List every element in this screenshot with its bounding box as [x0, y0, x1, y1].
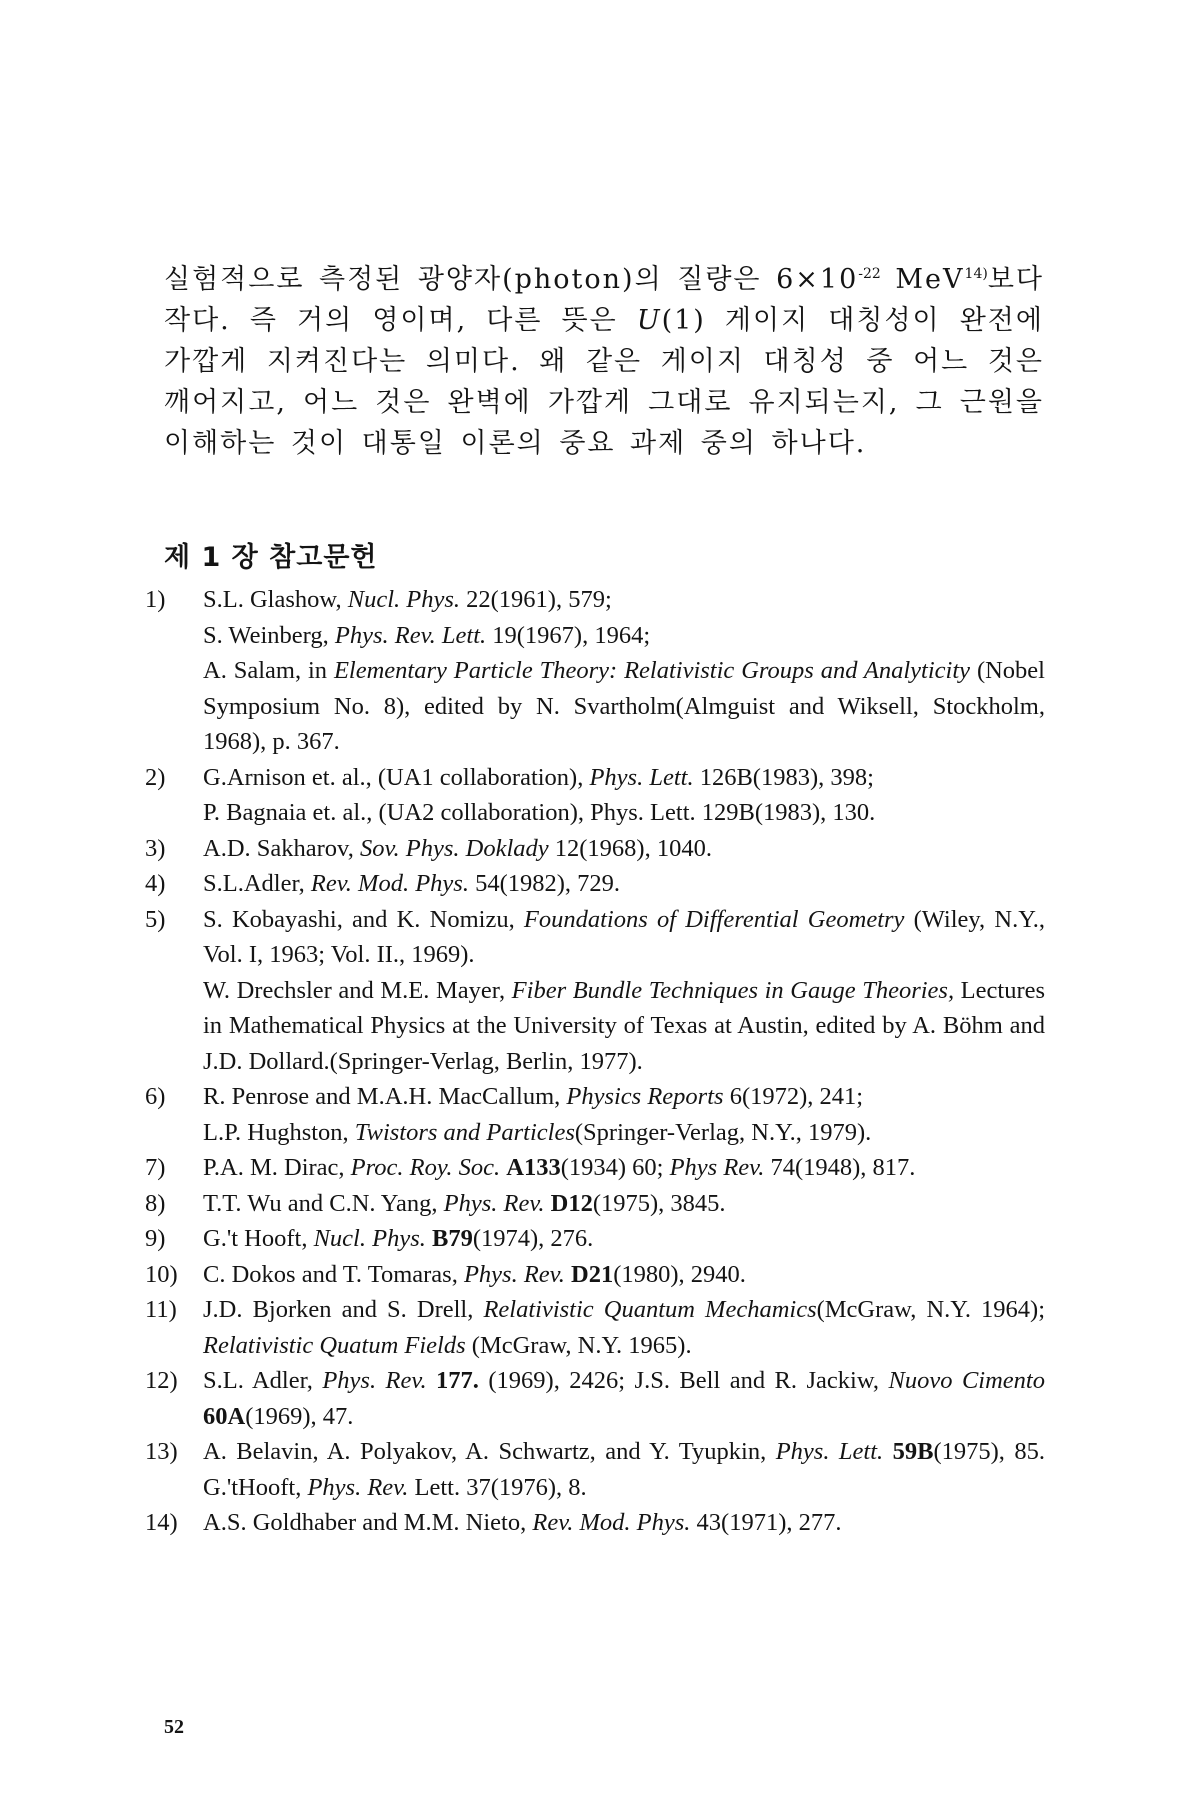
- citation-text: (1969), 2426; J.S. Bell and R. Jackiw,: [478, 1367, 889, 1394]
- page-number: 52: [164, 1716, 184, 1738]
- citation-text: P. Bagnaia et. al., (UA2 collaboration), Phys. Lett. 129B(1983), 130.: [203, 799, 876, 826]
- citation-text: 22(1961), 579;: [460, 586, 612, 613]
- reference-number: 12): [145, 1367, 178, 1394]
- citation-text: S.L.Adler,: [203, 870, 311, 897]
- reference-number: 1): [145, 586, 166, 613]
- citation-text: (Springer-Verlag, N.Y., 1979).: [574, 1118, 872, 1146]
- reference-item: [145, 1257, 1045, 1293]
- citation-text: [427, 1367, 436, 1394]
- citation-text: 54(1982), 729.: [468, 870, 621, 897]
- citation-text: (1975), 85. G.'tHooft,: [203, 1438, 1045, 1501]
- bold-volume: D12: [550, 1189, 593, 1217]
- reference-text: [203, 1186, 1045, 1222]
- citation-text: (1934) 60;: [560, 1154, 670, 1181]
- citation-text: (1974), 276.: [472, 1225, 594, 1252]
- reference-item: [145, 1434, 1045, 1505]
- italic-citation: Phys Rev.: [669, 1154, 765, 1181]
- reference-text: [203, 582, 1045, 760]
- intro-text-2: MeV: [880, 264, 965, 295]
- bold-volume: B79: [431, 1225, 473, 1252]
- citation-text: (1980), 2940.: [613, 1260, 746, 1288]
- citation-text: A.S. Goldhaber and M.M. Nieto,: [203, 1509, 533, 1536]
- reference-text: [203, 1434, 1045, 1505]
- citation-text: S.L. Adler,: [203, 1367, 323, 1394]
- citation-text: [883, 1438, 892, 1465]
- reference-item: [145, 760, 1045, 831]
- italic-citation: Elementary Particle Theory: Relativistic Groups and Analyticity: [333, 657, 971, 684]
- italic-citation: Phys. Rev. Lett.: [334, 621, 487, 649]
- reference-list: [145, 582, 1045, 1541]
- citation-text: 12(1968), 1040.: [548, 834, 712, 862]
- reference-text: [203, 1150, 1045, 1186]
- citation-text: J.D. Bjorken and S. Drell,: [203, 1296, 484, 1323]
- citation-text: R. Penrose and M.A.H. MacCallum,: [203, 1083, 567, 1110]
- reference-number: 3): [145, 834, 166, 862]
- bold-volume: 60A: [203, 1402, 246, 1430]
- citation-text: P.A. M. Dirac,: [203, 1154, 351, 1181]
- citation-text: 6(1972), 241;: [723, 1083, 864, 1110]
- italic-citation: Relativistic Quatum Fields: [203, 1331, 466, 1359]
- citation-text: Lett. 37(1976), 8.: [408, 1473, 587, 1501]
- reference-text: [203, 1079, 1045, 1150]
- bold-volume: D21: [571, 1260, 614, 1288]
- italic-citation: Phys. Lett.: [775, 1438, 884, 1465]
- reference-number: 6): [145, 1083, 166, 1110]
- citation-text: G.'t Hooft,: [203, 1225, 314, 1252]
- reference-item: [145, 582, 1045, 760]
- italic-citation: Physics Reports: [566, 1083, 724, 1110]
- reference-text: [203, 760, 1045, 831]
- reference-text: [203, 831, 1045, 867]
- citation-text: A. Salam, in: [203, 657, 334, 684]
- reference-item: [145, 831, 1045, 867]
- reference-text: [203, 1221, 1045, 1257]
- reference-number: 5): [145, 905, 166, 933]
- citation-text: Lectures in Mathematical Physics at the University of Texas at Austin, edited by A. Böhm and J.D. Dollard.(Springer-Verlag, Berlin, 1977).: [203, 976, 1046, 1075]
- intro-paragraph: [164, 259, 1044, 464]
- citation-text: (1975), 3845.: [592, 1189, 726, 1217]
- reference-number: 8): [145, 1189, 166, 1217]
- citation-text: S. Kobayashi, and K. Nomizu,: [203, 905, 524, 933]
- italic-citation: Twistors and Particles: [354, 1118, 575, 1146]
- reference-item: [145, 1292, 1045, 1363]
- citation-text: S.L. Glashow,: [203, 586, 348, 613]
- reference-number: 10): [145, 1260, 178, 1288]
- italic-citation: Phys. Lett.: [589, 763, 694, 791]
- intro-text-1: 실험적으로 측정된 광양자(photon)의 질량은 6×10: [164, 264, 859, 295]
- bold-volume: 177.: [436, 1367, 479, 1394]
- bold-volume: 59B: [892, 1438, 934, 1465]
- citation-text: 19(1967), 1964;: [486, 621, 651, 649]
- italic-citation: Phys. Rev.: [322, 1367, 427, 1394]
- reference-item: [145, 1221, 1045, 1257]
- citation-text: C. Dokos and T. Tomaras,: [203, 1260, 464, 1288]
- intro-text-3: 보다 작다. 즉 거의 영이며, 다른 뜻은: [164, 264, 1044, 336]
- citation-text: A. Belavin, A. Polyakov, A. Schwartz, and Y. Tyupkin,: [203, 1438, 776, 1465]
- italic-citation: Sov. Phys. Doklady: [359, 834, 549, 862]
- reference-item: [145, 902, 1045, 1080]
- citation-text: W. Drechsler and M.E. Mayer,: [203, 976, 512, 1004]
- reference-text: [203, 1292, 1045, 1363]
- italic-citation: Phys. Rev.: [443, 1189, 545, 1217]
- citation-text: (McGraw, N.Y. 1964);: [816, 1296, 1046, 1323]
- reference-number: 4): [145, 870, 166, 897]
- citation-text: (McGraw, N.Y. 1965).: [465, 1331, 692, 1359]
- reference-item: [145, 1363, 1045, 1434]
- reference-number: 2): [145, 763, 166, 791]
- exponent: -22: [858, 266, 881, 282]
- citation-marker: 14): [964, 266, 988, 282]
- reference-number: 9): [145, 1225, 166, 1252]
- reference-item: [145, 1505, 1045, 1541]
- references-heading: 제 1 장 참고문헌: [164, 542, 378, 573]
- reference-item: [145, 1150, 1045, 1186]
- reference-item: [145, 1186, 1045, 1222]
- reference-item: [145, 866, 1045, 902]
- u1-symbol: U: [636, 305, 662, 336]
- citation-text: L.P. Hughston,: [203, 1118, 355, 1146]
- bold-volume: A133: [506, 1154, 561, 1181]
- reference-number: 14): [145, 1509, 178, 1536]
- citation-text: (Wiley, N.Y., Vol. I, 1963; Vol. II., 1969).: [203, 905, 1045, 968]
- italic-citation: Phys. Rev.: [463, 1260, 565, 1288]
- italic-citation: Nucl. Phys.: [347, 586, 461, 613]
- reference-text: [203, 1257, 1045, 1293]
- citation-text: T.T. Wu and C.N. Yang,: [203, 1189, 444, 1217]
- intro-text-4: (1) 게이지 대칭성이 완전에 가깝게 지켜진다는 의미다. 왜 같은 게이지 대칭성 중 어느 것은 깨어지고, 어느 것은 완벽에 가깝게 그대로 유지되는지, 그 근원을 이해하는 것이 대통일 이론의 중요 과제 중의 하나다.: [164, 305, 1044, 459]
- italic-citation: Nucl. Phys.: [313, 1225, 426, 1252]
- reference-text: [203, 1363, 1045, 1434]
- reference-text: [203, 902, 1045, 1080]
- italic-citation: Rev. Mod. Phys.: [532, 1509, 691, 1536]
- citation-text: S. Weinberg,: [203, 621, 335, 649]
- citation-text: (1969), 47.: [245, 1402, 354, 1430]
- italic-citation: Phys. Rev.: [307, 1473, 409, 1501]
- italic-citation: Fiber Bundle Techniques in Gauge Theories,: [511, 976, 955, 1004]
- citation-text: 43(1971), 277.: [690, 1509, 842, 1536]
- italic-citation: Proc. Roy. Soc.: [350, 1154, 501, 1181]
- italic-citation: Relativistic Quantum Mechamics: [483, 1296, 817, 1323]
- italic-citation: Nuovo Cimento: [888, 1367, 1045, 1394]
- reference-text: [203, 1505, 1045, 1541]
- citation-text: 126B(1983), 398;: [693, 763, 874, 791]
- reference-number: 13): [145, 1438, 178, 1465]
- citation-text: 74(1948), 817.: [764, 1154, 916, 1181]
- citation-text: G.Arnison et. al., (UA1 collaboration),: [203, 763, 590, 791]
- reference-text: [203, 866, 1045, 902]
- italic-citation: Rev. Mod. Phys.: [310, 870, 469, 897]
- reference-number: 7): [145, 1154, 166, 1181]
- citation-text: (Nobel Symposium No. 8), edited by N. Svartholm(Almguist and Wiksell, Stockholm, 1968), p. 367.: [203, 657, 1045, 755]
- italic-citation: Foundations of Differential Geometry: [523, 905, 905, 933]
- reference-number: 11): [145, 1296, 177, 1323]
- reference-item: [145, 1079, 1045, 1150]
- citation-text: A.D. Sakharov,: [203, 834, 360, 862]
